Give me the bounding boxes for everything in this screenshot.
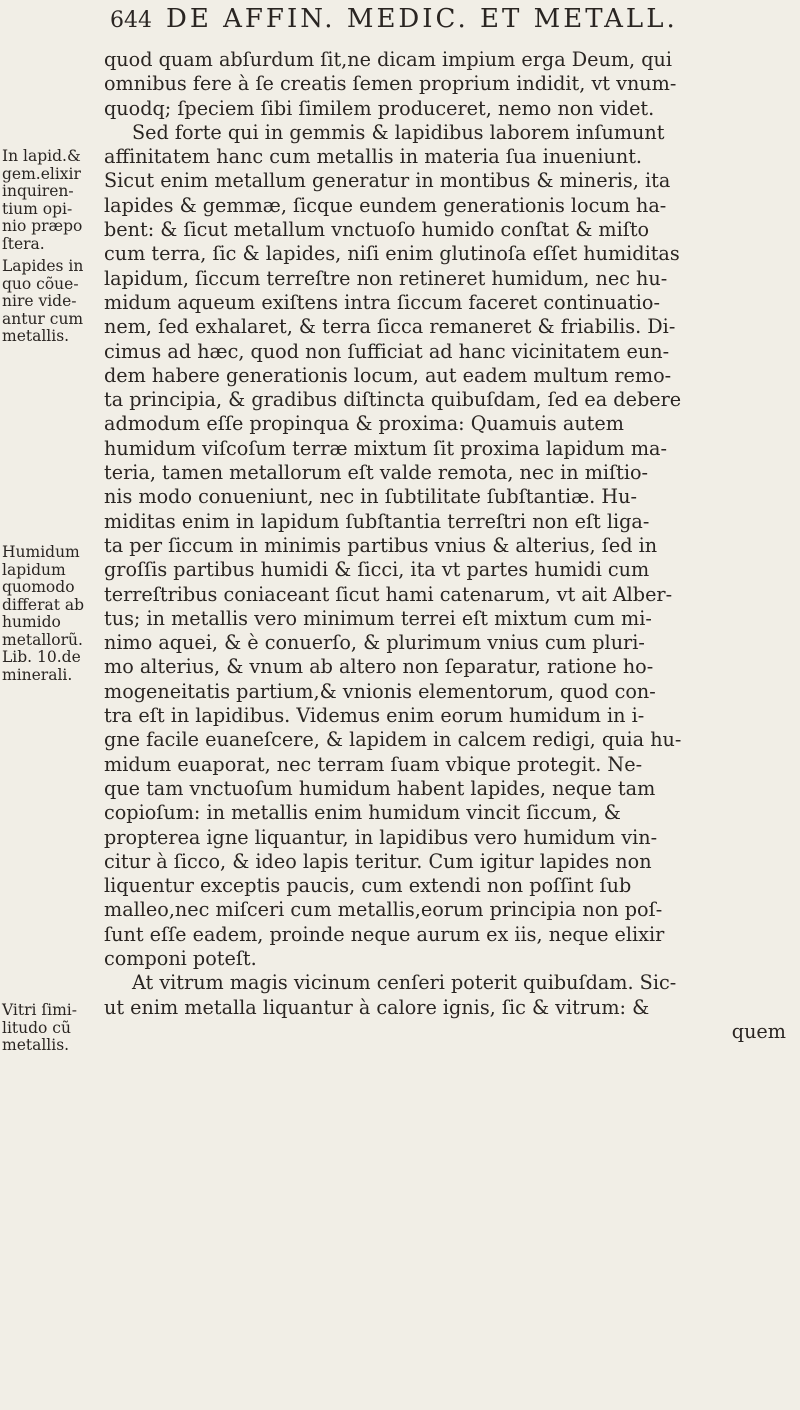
- margin-note-line: minerali.: [2, 665, 73, 684]
- margin-note-line: gem.elixir: [2, 164, 81, 183]
- text-line: gne facile euaneſcere, & lapidem in calcem redigi, quia hu-: [104, 728, 682, 752]
- text-line: terreſtribus coniaceant ſicut hami catenarum, vt ait Alber-: [104, 582, 673, 606]
- margin-note-line: humido: [2, 613, 61, 631]
- text-line: copioſum: in metallis enim humidum vincit ſiccum, &: [104, 801, 621, 825]
- margin-note-line: Humidum: [2, 543, 80, 561]
- margin-note-line: quomodo: [2, 578, 75, 596]
- margin-note-line: metallis.: [2, 327, 70, 345]
- text-line: que tam vnctuoſum humidum habent lapides, neque tam: [104, 776, 656, 800]
- text-line: admodum eſſe propinqua & proxima: Quamuis autem: [104, 412, 624, 436]
- text-line: nem, ſed exhalaret, & terra ſicca remaneret & friabilis. Di-: [104, 315, 676, 339]
- text-line: groſſis partibus humidi & ſicci, ita vt partes humidi cum: [104, 558, 650, 582]
- text-line: quodq; ſpeciem ſibi ſimilem produceret, nemo non videt.: [104, 96, 655, 120]
- margin-note-line: Vitri ſimi-: [2, 1001, 77, 1019]
- catchword: quem: [731, 1019, 786, 1043]
- text-line: Sed forte qui in gemmis & lapidibus laborem inſumunt: [132, 120, 665, 144]
- text-line: nis modo conueniunt, nec in ſubtilitate ſubſtantiæ. Hu-: [104, 485, 637, 509]
- text-line: miditas enim in lapidum ſubſtantia terreſtri non eſt liga-: [104, 509, 650, 533]
- text-line: lapidum, ſiccum terreſtre non retineret humidum, nec hu-: [104, 266, 668, 290]
- text-line: Sicut enim metallum generatur in montibus & mineris, ita: [104, 169, 671, 193]
- text-line: malleo,nec miſceri cum metallis,eorum principia non poſ-: [104, 898, 663, 922]
- text-line: tra eſt in lapidibus. Videmus enim eorum humidum in i-: [104, 704, 645, 728]
- text-line: mo alterius, & vnum ab altero non ſeparatur, ratione ho-: [104, 655, 654, 679]
- margin-note-lapides: [2, 258, 98, 346]
- margin-note-line: metallorũ.: [2, 630, 83, 649]
- margin-note-elixir: [2, 148, 98, 253]
- page-number: 644: [110, 8, 152, 33]
- margin-note-line: tium opi-: [2, 199, 73, 218]
- margin-note-humidum: [2, 544, 98, 684]
- margin-note-line: ſtera.: [2, 234, 45, 253]
- text-line: componi poteſt.: [104, 946, 257, 970]
- text-line: mogeneitatis partium,& vnionis elementorum, quod con-: [104, 679, 656, 703]
- margin-note-line: metallis.: [2, 1036, 70, 1054]
- margin-note-line: antur cum: [2, 309, 84, 328]
- text-line: quod quam abſurdum ſit,ne dicam impium erga Deum, qui: [104, 48, 673, 71]
- text-line: cimus ad hæc, quod non ſufficiat ad hanc vicinitatem eun-: [104, 339, 670, 363]
- text-line: tus; in metallis vero minimum terrei eſt mixtum cum mi-: [104, 606, 652, 630]
- margin-note-vitri: [2, 1002, 98, 1055]
- text-line: teria, tamen metallorum eſt valde remota, nec in miſtio-: [104, 461, 649, 485]
- text-line: cum terra, ſic & lapides, niſi enim glutinoſa eſſet humiditas: [104, 242, 680, 266]
- text-line: ta principia, & gradibus diſtincta quibuſdam, ſed ea debere: [104, 388, 682, 412]
- margin-note-line: litudo cũ: [2, 1018, 71, 1037]
- running-head: DE AFFIN. MEDIC. ET METALL.: [166, 4, 678, 34]
- margin-note-line: nio præpo: [2, 217, 83, 235]
- text-line: liquentur exceptis paucis, cum extendi non poſſint ſub: [104, 874, 632, 898]
- text-line: midum aqueum exiſtens intra ſiccum faceret continuatio-: [104, 290, 660, 314]
- text-line: ſunt eſſe eadem, proinde neque aurum ex iis, neque elixir: [104, 922, 665, 946]
- text-line: omnibus fere à ſe creatis ſemen proprium indidit, vt vnum-: [104, 72, 677, 96]
- margin-note-line: Lib. 10.de: [2, 648, 81, 666]
- text-line: proptereа igne liquantur, in lapidibus vero humidum vin-: [104, 825, 658, 849]
- text-line: At vitrum magis vicinum cenſeri poterit quibuſdam. Sic-: [132, 971, 677, 995]
- text-line: affinitatem hanc cum metallis in materia ſua inueniunt.: [104, 145, 643, 169]
- text-line: ut enim metalla liquantur à calore ignis, ſic & vitrum: &: [104, 995, 650, 1019]
- margin-note-line: lapidum: [2, 560, 66, 579]
- margin-note-line: quo cõue-: [2, 274, 79, 293]
- page-header: [110, 4, 790, 44]
- margin-note-line: differat ab: [2, 595, 85, 614]
- text-line: midum euaporat, nec terram ſuam vbique protegit. Ne-: [104, 752, 643, 776]
- text-line: citur à ſicco, & ideo lapis teritur. Cum igitur lapides non: [104, 849, 652, 873]
- margin-note-line: Lapides in: [2, 257, 84, 275]
- text-line: bent: & ſicut metallum vnctuoſo humido conſtat & miſto: [104, 218, 650, 242]
- margin-note-line: nire vide-: [2, 292, 77, 310]
- margin-note-line: inquiren-: [2, 182, 74, 200]
- text-line: humidum viſcoſum terræ mixtum ſit proxima lapidum ma-: [104, 436, 667, 460]
- text-line: dem habere generationis locum, aut eadem multum remo-: [104, 363, 672, 387]
- main-text: [104, 48, 794, 1044]
- text-line: ta per ſiccum in minimis partibus vnius & alterius, ſed in: [104, 533, 658, 557]
- text-line: nimo aquei, & è conuerſo, & plurimum vnius cum pluri-: [104, 631, 645, 655]
- text-line: lapides & gemmæ, ſicque eundem generationis locum ha-: [104, 193, 667, 217]
- margin-note-line: In lapid.&: [2, 147, 81, 165]
